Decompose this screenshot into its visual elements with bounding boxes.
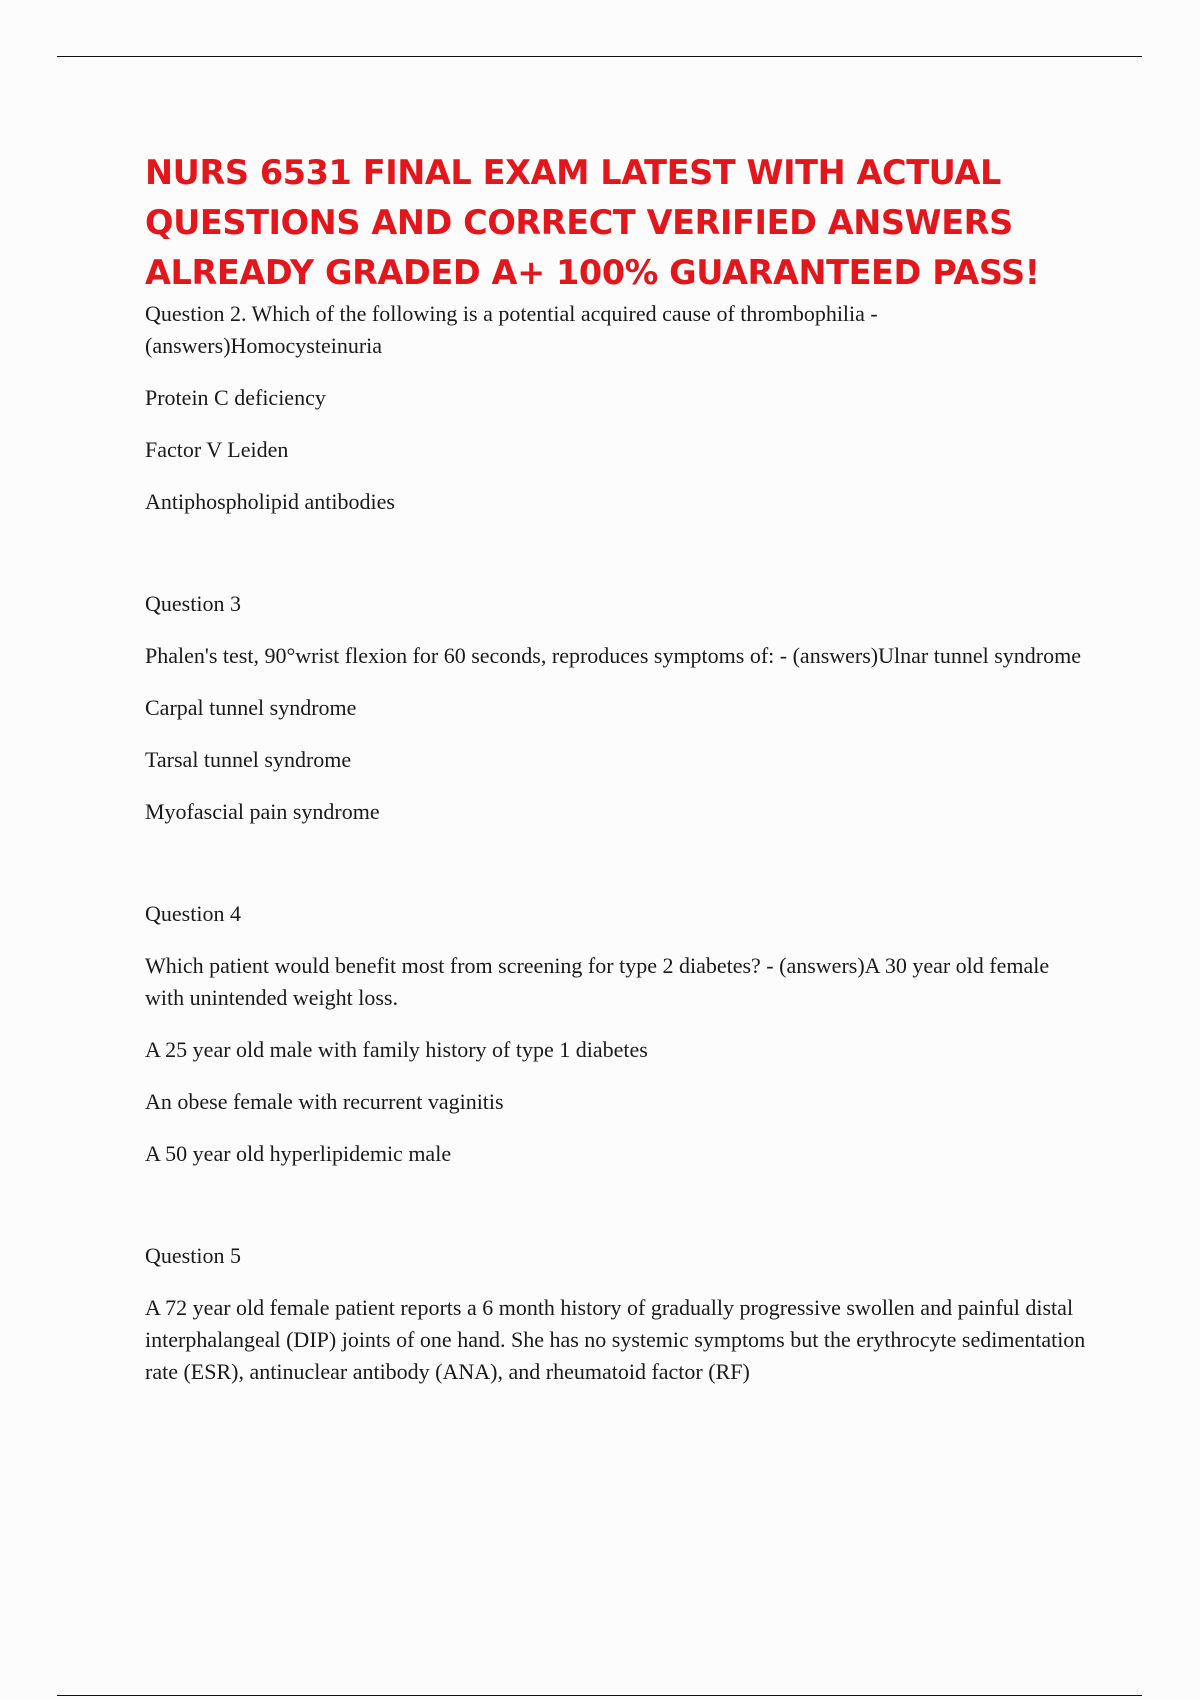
bottom-rule bbox=[57, 1695, 1142, 1696]
question-2 bbox=[145, 298, 1090, 518]
answer-option: Myofascial pain syndrome bbox=[145, 799, 380, 824]
answer-option: Carpal tunnel syndrome bbox=[145, 695, 357, 720]
answer-option: A 50 year old hyperlipidemic male bbox=[145, 1141, 452, 1166]
question-text: Question 2. Which of the following is a potential acquired cause of thrombophilia - (answers)Homocysteinuria bbox=[145, 301, 878, 358]
top-rule bbox=[57, 56, 1142, 57]
answer-option: An obese female with recurrent vaginitis bbox=[145, 1089, 504, 1114]
title-line-3: ALREADY GRADED A+ 100% GUARANTEED PASS! bbox=[145, 253, 1040, 292]
question-label: Question 3 bbox=[145, 591, 241, 616]
question-text: Which patient would benefit most from screening for type 2 diabetes? - (answers)A 30 year old female with unintended weight loss. bbox=[145, 953, 1050, 1010]
answer-option: Protein C deficiency bbox=[145, 385, 326, 410]
title-line-2: QUESTIONS AND CORRECT VERIFIED ANSWERS bbox=[145, 203, 1013, 242]
answer-option: A 25 year old male with family history of type 1 diabetes bbox=[145, 1037, 648, 1062]
question-label: Question 4 bbox=[145, 901, 241, 926]
question-3 bbox=[145, 588, 1090, 828]
document-title bbox=[145, 148, 1090, 298]
title-line-1: NURS 6531 FINAL EXAM LATEST WITH ACTUAL bbox=[145, 153, 1001, 192]
answer-option: Factor V Leiden bbox=[145, 437, 289, 462]
question-5 bbox=[145, 1240, 1090, 1388]
question-text: Phalen's test, 90°wrist flexion for 60 seconds, reproduces symptoms of: - (answers)Ulnar tunnel syndrome bbox=[145, 643, 1081, 668]
answer-option: Antiphospholipid antibodies bbox=[145, 489, 395, 514]
question-label: Question 5 bbox=[145, 1243, 241, 1268]
document-page bbox=[145, 148, 1090, 1388]
question-4 bbox=[145, 898, 1090, 1170]
question-text: A 72 year old female patient reports a 6 month history of gradually progressive swollen and painful distal interphalangeal (DIP) joints of one hand. She has no systemic symptoms but the erythrocyte sedimentation rate (ESR), antinuclear antibody (ANA), and rheumatoid factor (RF) bbox=[145, 1295, 1086, 1384]
answer-option: Tarsal tunnel syndrome bbox=[145, 747, 352, 772]
